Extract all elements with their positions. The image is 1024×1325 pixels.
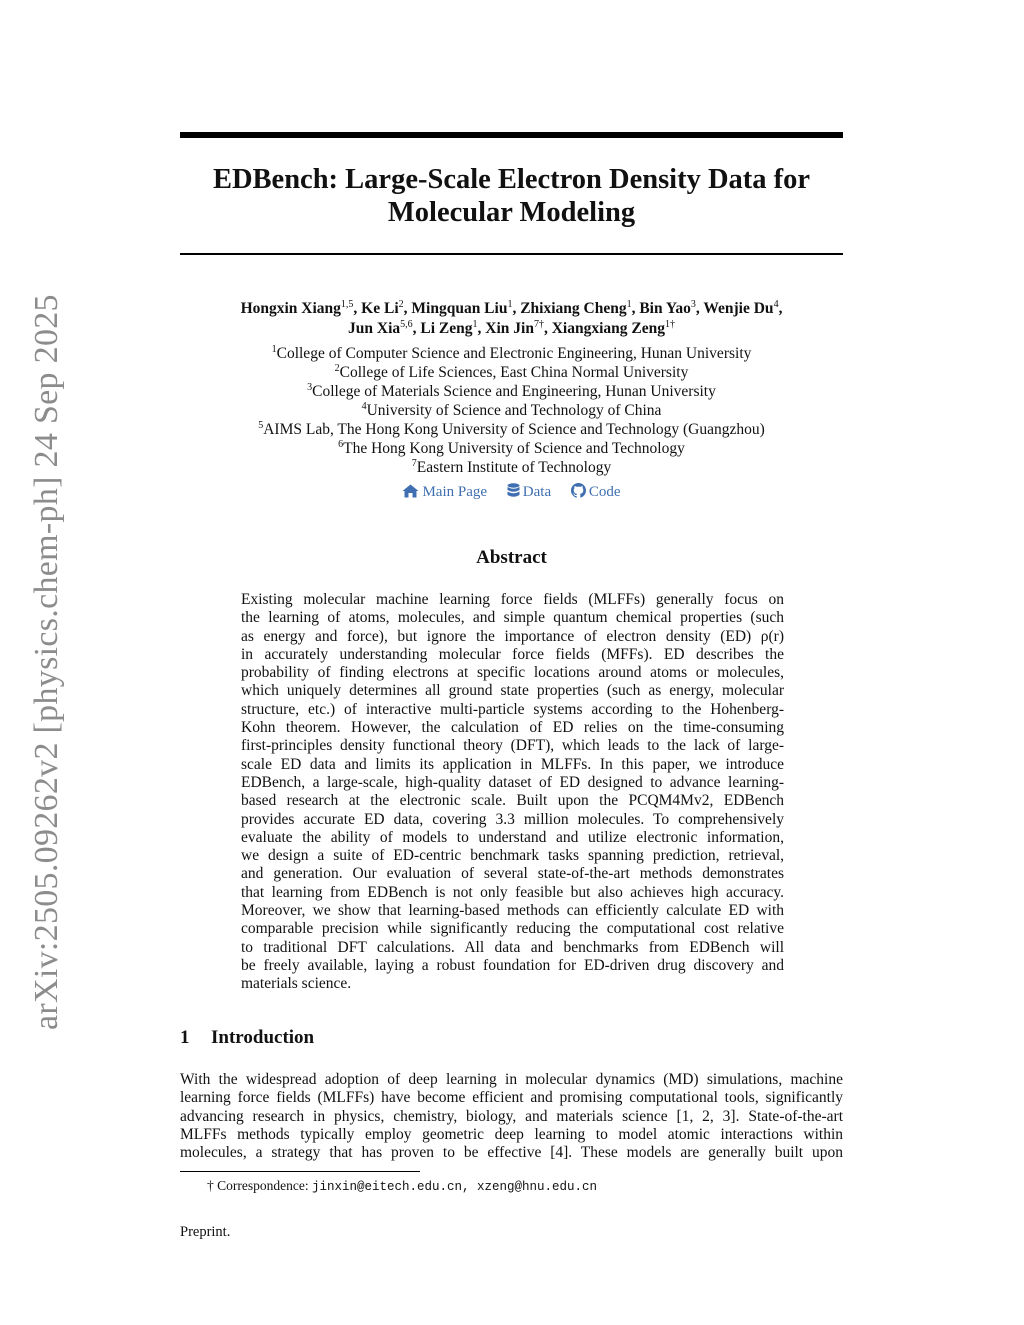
abstract-line: scale ED data and limits its application in MLFFs. In this paper, we introduce [241,755,784,773]
resource-links [180,482,843,502]
affiliation-text: College of Life Sciences, East China Normal University [339,364,689,381]
title-top-rule [180,132,843,138]
data-link[interactable] [507,482,551,502]
author-affil-sup: 4 [773,299,779,310]
affiliation [180,363,843,382]
affiliation-text: College of Computer Science and Electronic Engineering, Hunan University [276,345,752,362]
abstract-line: first-principles density functional theory (DFT), which leads to the lack of large- [241,737,784,755]
affiliation-sup: 3 [307,382,313,393]
title-line: Molecular Modeling [387,197,636,228]
author-affil-sup: 7† [533,319,544,330]
author-affil-sup: 1,5 [340,299,354,310]
author-affil-sup: 3 [690,299,696,310]
abstract-line: as energy and force), but ignore the importance of electron density (ED) ρ(r) [241,627,784,645]
author-affil-sup: 1 [472,319,478,330]
author-name: Xin Jin [485,320,534,337]
abstract-line: probability of finding electrons at specific locations around atoms or molecules, [241,664,784,682]
section-title: Introduction [211,1027,315,1048]
author-name: Ke Li [361,300,399,317]
author-affil-sup: 1 [626,299,632,310]
abstract-line: Moreover, we show that learning-based methods can efficiently calculate ED with [241,902,784,920]
author-line: Jun Xia$^{5,6}$, Li Zeng$^1$, Xin Jin$^{7\dagger}$, Xiangxiang Zeng$^{1\dagger}$ [348,319,675,337]
main-page-link[interactable] [402,482,487,502]
github-icon [571,483,586,498]
author-name: Li Zeng [420,320,473,337]
affiliation-sup: 6 [338,439,344,450]
author-name: Bin Yao [639,300,691,317]
author-name: Wenjie Du [703,300,774,317]
abstract-line: structure, etc.) of interactive multi-particle systems according to the Hohenberg- [241,700,784,718]
author-name: Mingquan Liu [411,300,508,317]
author-affil-sup: 1 [507,299,513,310]
affiliation [180,439,843,458]
abstract-line: evaluate the ability of models to understand and utilize electronic information, [241,828,784,846]
author-name: Xiangxiang Zeng [551,320,665,337]
affiliation-text: The Hong Kong University of Science and Technology [343,440,685,457]
affiliation-text: University of Science and Technology of China [366,402,662,419]
author-name: Hongxin Xiang [240,300,341,317]
affiliation-sup: 4 [361,401,367,412]
introduction-body [180,1071,843,1162]
abstract-line: provides accurate ED data, covering 3.3 million molecules. To comprehensively [241,810,784,828]
affiliation [180,344,843,363]
title-bottom-rule [180,253,843,255]
affiliation [180,458,843,477]
abstract-line: which uniquely determines all ground state properties (such as energy, molecular [241,682,784,700]
abstract-line: we design a suite of ED-centric benchmark tasks spanning prediction, retrieval, [241,847,784,865]
author-affil-sup: 5,6 [400,319,413,330]
abstract-line: Existing molecular machine learning force fields (MLFFs) generally focus on [241,591,784,608]
intro-line: molecules, a strategy that has proven to be effective [4]. These models are generally built upon [180,1144,843,1162]
affiliation [180,382,843,401]
author-affil-sup: 1† [664,319,675,330]
affiliation-text: Eastern Institute of Technology [416,459,612,476]
footnote-rule [180,1171,420,1172]
title-line: EDBench: Large-Scale Electron Density Data for [212,164,811,195]
affiliation-text: AIMS Lab, The Hong Kong University of Science and Technology (Guangzhou) [263,421,765,438]
abstract-line: comparable precision while significantly reducing the computational cost relative [241,920,784,938]
section-number: 1 [180,1027,190,1048]
author-affil-sup: 2 [398,299,404,310]
intro-line: advancing research in physics, chemistry, biology, and materials science [1, 2, 3]. State-of-the-art [180,1107,843,1125]
correspondence-footnote [207,1177,597,1196]
section-heading-introduction [180,1027,314,1049]
author-name: Zhixiang Cheng [520,300,627,317]
data-label: Data [522,484,552,500]
author-list [180,299,843,339]
arxiv-identifier: arXiv:2505.09262v2 [physics.chem-ph] 24 Sep 2025 [28,294,65,1030]
intro-line: MLFFs methods typically employ geometric deep learning to model atomic interactions within [180,1125,843,1143]
paper-title [180,163,843,229]
affiliation-text: College of Materials Science and Engineering, Hunan University [312,383,716,400]
abstract-line: and generation. Our evaluation of several state-of-the-art methods demonstrates [241,865,784,883]
abstract-line: EDBench, a large-scale, high-quality dataset of ED designed to advance learning- [241,773,784,791]
abstract-line: based research at the electronic scale. Built upon the PCQM4Mv2, EDBench [241,792,784,810]
author-line: Hongxin Xiang$^{1,5}$, Ke Li$^2$, Mingquan Liu$^1$, Zhixiang Cheng$^1$, Bin Yao$^3$, Wenjie Du$^4$, [240,299,783,317]
correspondence-emails[interactable]: jinxin@eitech.edu.cn, xzeng@hnu.edu.cn [311,1180,598,1194]
author-name: Jun Xia [348,320,401,337]
affiliation [180,420,843,439]
abstract-line: that learning from EDBench is not only feasible but also achieves high accuracy. [241,883,784,901]
abstract-line: Kohn theorem. However, the calculation of ED relies on the time-consuming [241,719,784,737]
abstract-body [241,591,784,994]
database-icon [507,483,520,498]
abstract-line: to traditional DFT calculations. All data and benchmarks from EDBench will [241,938,784,956]
abstract-line: in accurately understanding molecular force fields (MFFs). ED describes the [241,645,784,663]
affiliation-sup: 1 [271,344,277,355]
main-page-label: Main Page [422,484,488,500]
affiliation [180,401,843,420]
intro-line: With the widespread adoption of deep learning in molecular dynamics (MD) simulations, machine [180,1071,843,1088]
abstract-line: materials science. [241,975,352,993]
affiliation-list [180,344,843,477]
affiliation-sup: 7 [411,458,417,469]
intro-line: learning force fields (MLFFs) have become efficient and promising computational tools, significantly [180,1089,843,1107]
abstract-line: be freely available, laying a robust foundation for ED-driven drug discovery and [241,956,784,974]
preprint-label: Preprint. [180,1224,231,1240]
footnote-label: † Correspondence: [207,1178,312,1193]
code-link[interactable] [571,482,621,502]
code-label: Code [588,484,621,500]
affiliation-sup: 2 [334,363,340,374]
abstract-line: the learning of atoms, molecules, and simple quantum chemical properties (such [241,609,784,627]
home-icon [402,484,419,498]
abstract-heading: Abstract [476,547,547,568]
affiliation-sup: 5 [258,420,264,431]
